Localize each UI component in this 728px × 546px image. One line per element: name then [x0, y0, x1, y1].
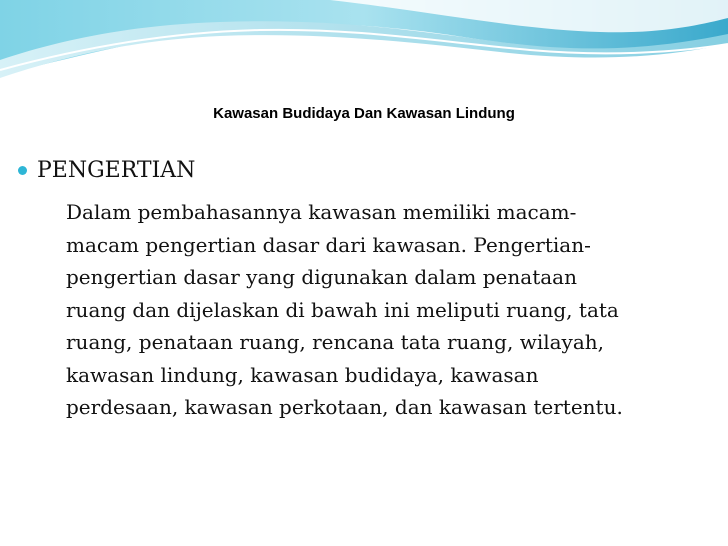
bullet-heading-label: PENGERTIAN	[37, 158, 196, 183]
slide-title: Kawasan Budidaya Dan Kawasan Lindung	[213, 105, 515, 122]
paragraph-line: macam pengertian dasar dari kawasan. Pengertian-	[66, 232, 591, 257]
header-wave-decoration	[0, 0, 728, 90]
paragraph-line: Dalam pembahasannya kawasan memiliki macam-	[66, 200, 577, 224]
bullet-heading	[18, 158, 195, 183]
paragraph-line: kawasan lindung, kawasan budidaya, kawasan	[66, 362, 539, 387]
paragraph-line: perdesaan, kawasan perkotaan, dan kawasan tertentu.	[66, 395, 623, 419]
body-paragraph	[66, 196, 706, 424]
bullet-dot-icon	[18, 166, 27, 175]
paragraph-line: pengertian dasar yang digunakan dalam penataan	[66, 265, 577, 289]
paragraph-line: ruang, penataan ruang, rencana tata ruang, wilayah,	[66, 330, 604, 354]
paragraph-line: ruang dan dijelaskan di bawah ini meliputi ruang, tata	[66, 297, 619, 322]
